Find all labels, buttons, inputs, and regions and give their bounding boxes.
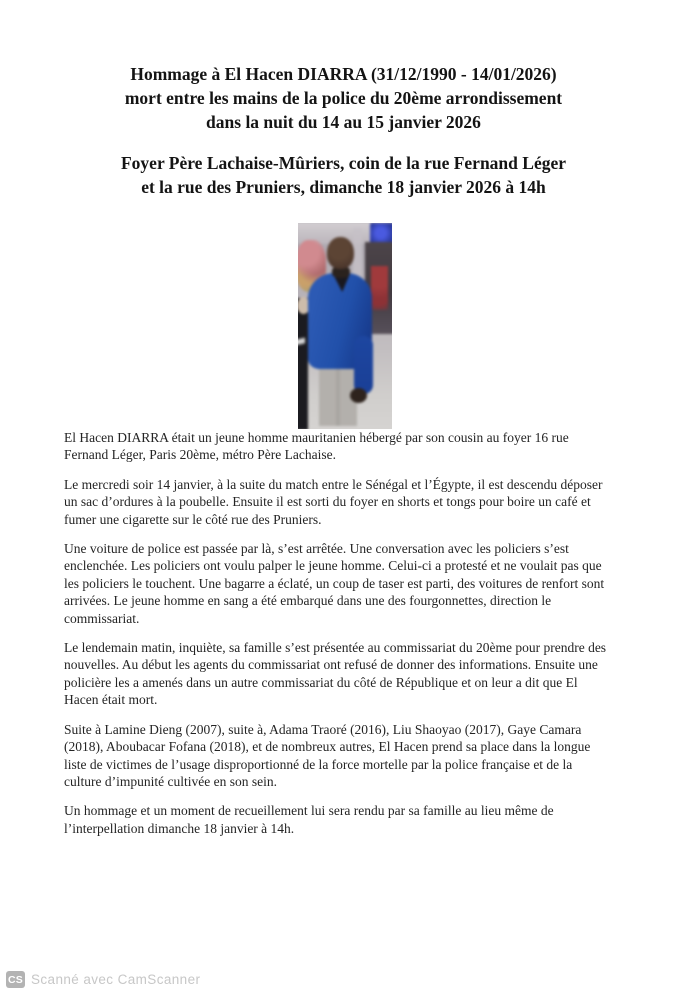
title-line: Hommage à El Hacen DIARRA (31/12/1990 - 14/01/2026) [130,64,557,84]
paragraph-line: Suite à Lamine Dieng (2007), suite à, Adama Traoré (2016), Liu Shaoyao (2017), Gaye Camara [64,721,582,737]
camscanner-watermark [6,971,200,988]
paragraph-line: Une voiture de police est passée par là, s’est arrêtée. Une conversation avec les policiers s’est [64,541,569,557]
paragraph-line: El Hacen DIARRA était un jeune homme mauritanien hébergé par son cousin au foyer 16 rue [64,430,569,445]
paragraph-line: l’interpellation dimanche 18 janvier à 14h. [64,820,295,836]
photo-white-strap [298,314,305,368]
title-line: mort entre les mains de la police du 20ème arrondissement [124,88,563,108]
paragraph [64,639,630,709]
paragraph-line: liste de victimes de l’usage disproportionné de la force mortelle par la police française et de la [64,756,573,772]
camscanner-icon: CS [6,971,25,988]
paragraph [64,540,630,627]
subtitle-line: et la rue des Pruniers, dimanche 18 janvier 2026 à 14h [141,177,546,197]
paragraph-line: arrivées. Le jeune homme en sang a été embarqué dans une des fourgonnettes, direction le [64,593,552,609]
subtitle-line: Foyer Père Lachaise-Mûriers, coin de la rue Fernand Léger [120,153,566,173]
paragraph-line: culture d’impunité cultivée en son sein. [64,773,277,789]
paragraph [64,476,630,528]
document-title [0,62,687,134]
paragraph-line: Hacen était mort. [64,692,158,708]
victim-photo-art [298,223,392,429]
paragraph-line: (2018), Aboubacar Fofana (2018), et de nombreux autres, El Hacen prend sa place dans la longue [64,739,591,755]
paragraph-line: enclenchée. Les policiers ont voulu palper le jeune homme. Celui-ci a protesté et ne voulait pas que [64,558,602,574]
paragraph-line: Le mercredi soir 14 janvier, à la suite du match entre le Sénégal et l’Égypte, il est descendu déposer [64,476,603,492]
paragraph-line: fumer une cigarette sur le côté rue des Pruniers. [64,511,322,527]
photo-blue-sign [370,223,392,243]
paragraph [64,721,630,791]
photo-person-head [327,237,354,269]
body-paragraphs [64,429,630,849]
paragraph-line: policière les a amenés dans un autre commissariat du côté de République et on leur a dit que El [64,674,578,690]
paragraph-line: Le lendemain matin, inquiète, sa famille s’est présentée au commissariat du 20ème pour prendre des [64,640,607,656]
title-line: dans la nuit du 14 au 15 janvier 2026 [206,112,481,132]
paragraph [64,802,630,837]
photo-machine-red-detail [371,266,388,310]
paragraph [64,429,630,464]
paragraph-line: Fernand Léger, Paris 20ème, métro Père Lachaise. [64,447,336,463]
paragraph-line: un sac d’ordures à la poubelle. Ensuite il est sorti du foyer en shorts et tongs pour boire un café et [64,494,591,510]
event-subtitle [0,151,687,199]
photo-person-hand [350,388,367,403]
paragraph-line: les policiers le touchent. Une bagarre a éclaté, un coup de taser est parti, des voitures de renfort sont [64,575,605,591]
paragraph-line: Un hommage et un moment de recueillement lui sera rendu par sa famille au lieu même de [64,803,554,819]
camscanner-watermark-text: Scanné avec CamScanner [31,972,201,987]
victim-photo [298,223,392,429]
paragraph-line: commissariat. [64,610,140,626]
photo-person-sleeve [354,336,373,394]
paragraph-line: nouvelles. Au début les agents du commissariat ont refusé de donner des informations. Ensuite une [64,657,598,673]
